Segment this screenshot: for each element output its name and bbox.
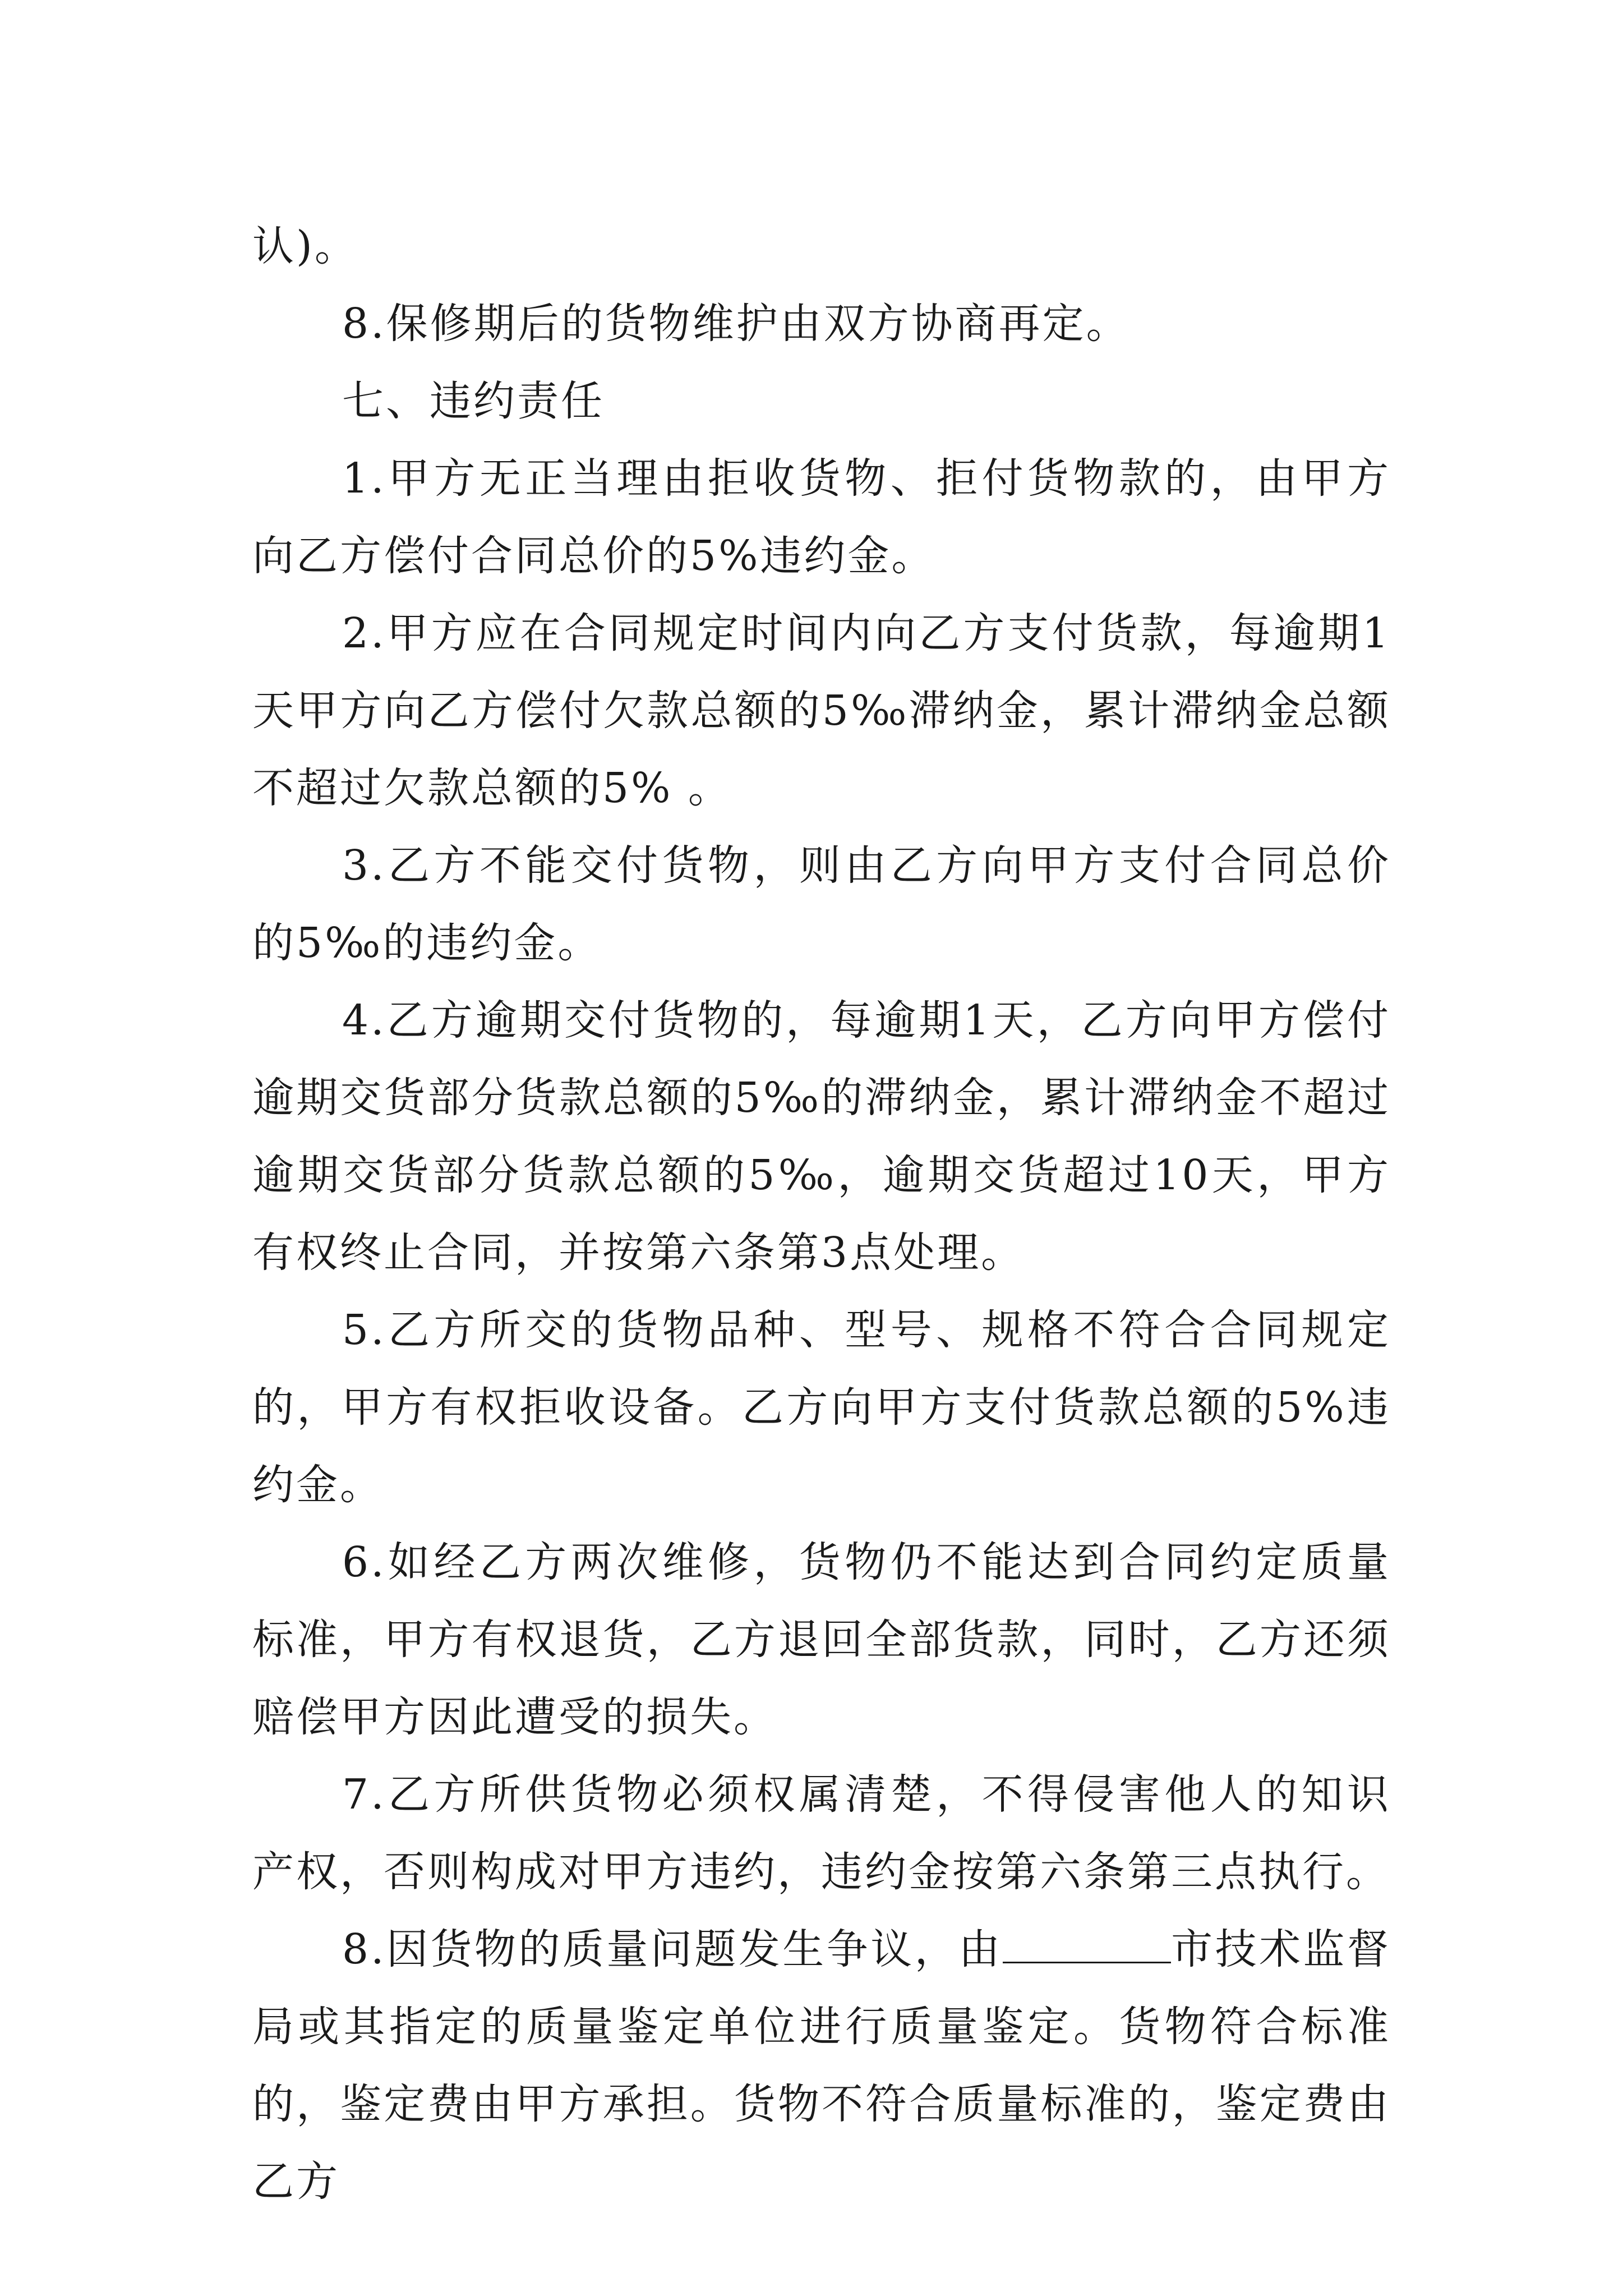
section-heading-liability: 七、违约责任 — [342, 377, 605, 425]
paragraph-clause-2: 2.甲方应在合同规定时间内向乙方支付货款，每逾期1天甲方向乙方偿付欠款总额的5‰滞纳金，累计滞纳金总额不超过欠款总额的5% 。 — [252, 609, 1391, 812]
paragraph-clause-4: 4.乙方逾期交付货物的，每逾期1天，乙方向甲方偿付逾期交货部分货款总额的5‰的滞纳金，累计滞纳金不超过逾期交货部分货款总额的5‰，逾期交货超过10天，甲方有权终止合同，并按第六条第3点处理。 — [252, 996, 1391, 1277]
city-blank-line — [1003, 1928, 1171, 1963]
paragraph-clause-7: 7.乙方所供货物必须权属清楚，不得侵害他人的知识产权，否则构成对甲方违约，违约金按第六条第三点执行。 — [252, 1770, 1391, 1896]
paragraph-continuation: 认)。 — [252, 222, 358, 270]
clause-8-text-after: 市技术监督局或其指定的质量鉴定单位进行质量鉴定。货物符合标准的，鉴定费由甲方承担。货物不符合质量标准的，鉴定费由乙方 — [252, 1925, 1391, 2206]
paragraph-clause-8 — [252, 1911, 1391, 2220]
paragraph-clause-6: 6.如经乙方两次维修，货物仍不能达到合同约定质量标准，甲方有权退货，乙方退回全部货款，同时，乙方还须赔偿甲方因此遭受的损失。 — [252, 1538, 1391, 1741]
paragraph-clause-3: 3.乙方不能交付货物，则由乙方向甲方支付合同总价的5‰的违约金。 — [252, 841, 1391, 967]
paragraph-clause-5: 5.乙方所交的货物品种、型号、规格不符合合同规定的，甲方有权拒收设备。乙方向甲方支付货款总额的5%违约金。 — [252, 1306, 1391, 1509]
document-body — [252, 208, 1391, 2220]
paragraph-warranty-maintenance: 8.保修期后的货物维护由双方协商再定。 — [342, 300, 1130, 348]
paragraph-clause-1: 1.甲方无正当理由拒收货物、拒付货物款的，由甲方向乙方偿付合同总价的5%违约金。 — [252, 454, 1391, 580]
clause-8-text-before: 8.因货物的质量问题发生争议，由 — [342, 1925, 1003, 1973]
